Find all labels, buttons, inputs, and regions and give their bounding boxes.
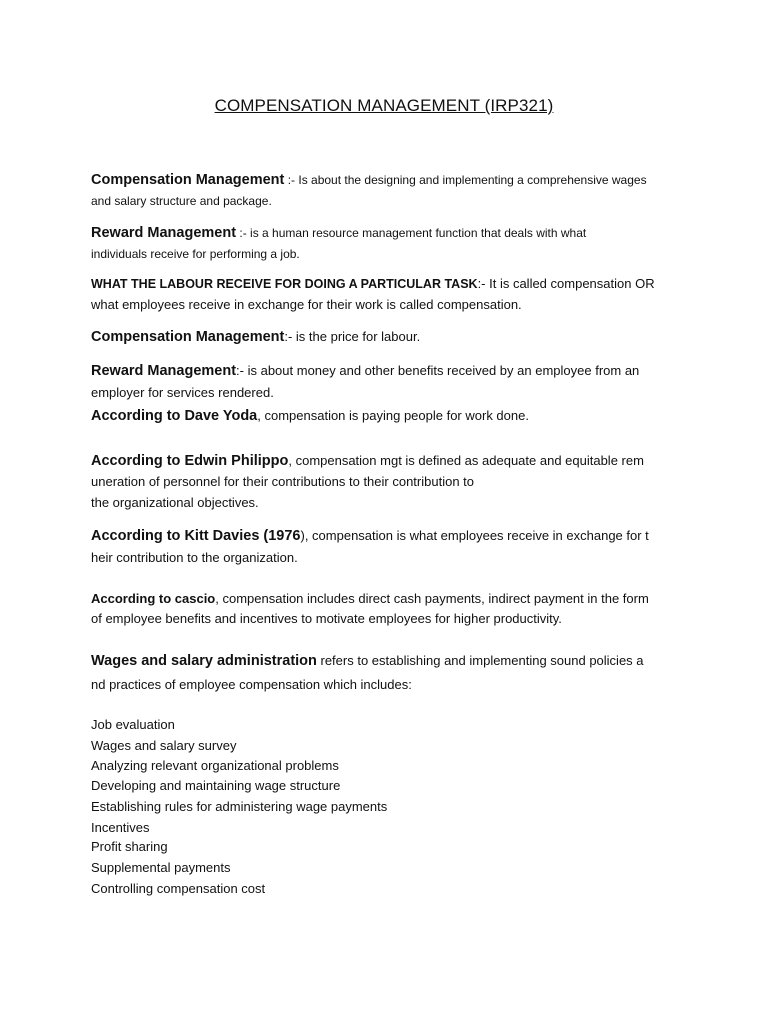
list-item: Wages and salary survey bbox=[91, 738, 237, 753]
def-text: :- It is called compensation OR bbox=[477, 276, 655, 291]
def-text: :- is the price for labour. bbox=[284, 329, 421, 344]
def-compensation-management-line-2: and salary structure and package. bbox=[91, 194, 272, 208]
def-reward-management-2-line-2: employer for services rendered. bbox=[91, 385, 274, 400]
quote-text: , compensation includes direct cash payments, indirect payment in the form bbox=[215, 591, 649, 606]
def-labour-line-2: what employees receive in exchange for their work is called compensation. bbox=[91, 297, 522, 312]
list-item: Incentives bbox=[91, 820, 150, 835]
quote-edwin-philippo-line-2: uneration of personnel for their contributions to their contribution to bbox=[91, 474, 475, 489]
def-compensation-management-line-1 bbox=[91, 171, 647, 189]
list-item: Developing and maintaining wage structure bbox=[91, 778, 341, 793]
quote-edwin-philippo-line-3: the organizational objectives. bbox=[91, 495, 259, 510]
def-reward-management-line-2: individuals receive for performing a job. bbox=[91, 247, 300, 261]
quote-author: According to cascio bbox=[91, 591, 216, 606]
quote-kitt-davies-line-2: heir contribution to the organization. bbox=[91, 550, 298, 565]
list-item: Establishing rules for administering wage payments bbox=[91, 799, 388, 814]
def-reward-management-2-line-1 bbox=[91, 362, 639, 380]
quote-text: ), compensation is what employees receive in exchange for t bbox=[300, 528, 649, 543]
def-wages-salary-line-2: nd practices of employee compensation which includes: bbox=[91, 677, 412, 692]
def-term: Wages and salary administration bbox=[91, 653, 317, 669]
def-wages-salary-line-1 bbox=[91, 652, 644, 670]
def-term: Reward Management bbox=[91, 225, 237, 241]
def-term: Compensation Management bbox=[91, 329, 285, 345]
list-item: Analyzing relevant organizational problems bbox=[91, 758, 339, 773]
def-text: :- Is about the designing and implementing a comprehensive wages bbox=[284, 173, 647, 187]
quote-author: According to Edwin Philippo bbox=[91, 453, 289, 469]
def-term: Compensation Management bbox=[91, 172, 285, 188]
def-term: WHAT THE LABOUR RECEIVE FOR DOING A PARTICULAR TASK bbox=[91, 277, 478, 291]
quote-dave-yoda bbox=[91, 407, 529, 425]
page-title: COMPENSATION MANAGEMENT (IRP321) bbox=[214, 96, 554, 115]
list-item: Controlling compensation cost bbox=[91, 881, 266, 896]
quote-kitt-davies-line-1 bbox=[91, 527, 649, 545]
quote-text: , compensation is paying people for work done. bbox=[257, 408, 529, 423]
def-text: :- is about money and other benefits received by an employee from an bbox=[236, 363, 640, 378]
def-compensation-management-2 bbox=[91, 328, 420, 346]
quote-author: According to Dave Yoda bbox=[91, 408, 258, 424]
def-labour-line-1 bbox=[91, 275, 655, 293]
list-item: Profit sharing bbox=[91, 839, 168, 854]
quote-edwin-philippo-line-1 bbox=[91, 452, 644, 470]
list-item: Supplemental payments bbox=[91, 860, 231, 875]
def-reward-management-line-1 bbox=[91, 224, 586, 242]
def-text: refers to establishing and implementing sound policies a bbox=[316, 653, 644, 668]
quote-text: , compensation mgt is defined as adequate and equitable rem bbox=[288, 453, 644, 468]
quote-cascio-line-1 bbox=[91, 590, 649, 608]
quote-cascio-line-2: of employee benefits and incentives to motivate employees for higher productivity. bbox=[91, 611, 562, 626]
def-term: Reward Management bbox=[91, 363, 237, 379]
quote-author: According to Kitt Davies (1976 bbox=[91, 528, 301, 544]
def-text: :- is a human resource management function that deals with what bbox=[236, 226, 587, 240]
list-item: Job evaluation bbox=[91, 717, 175, 732]
